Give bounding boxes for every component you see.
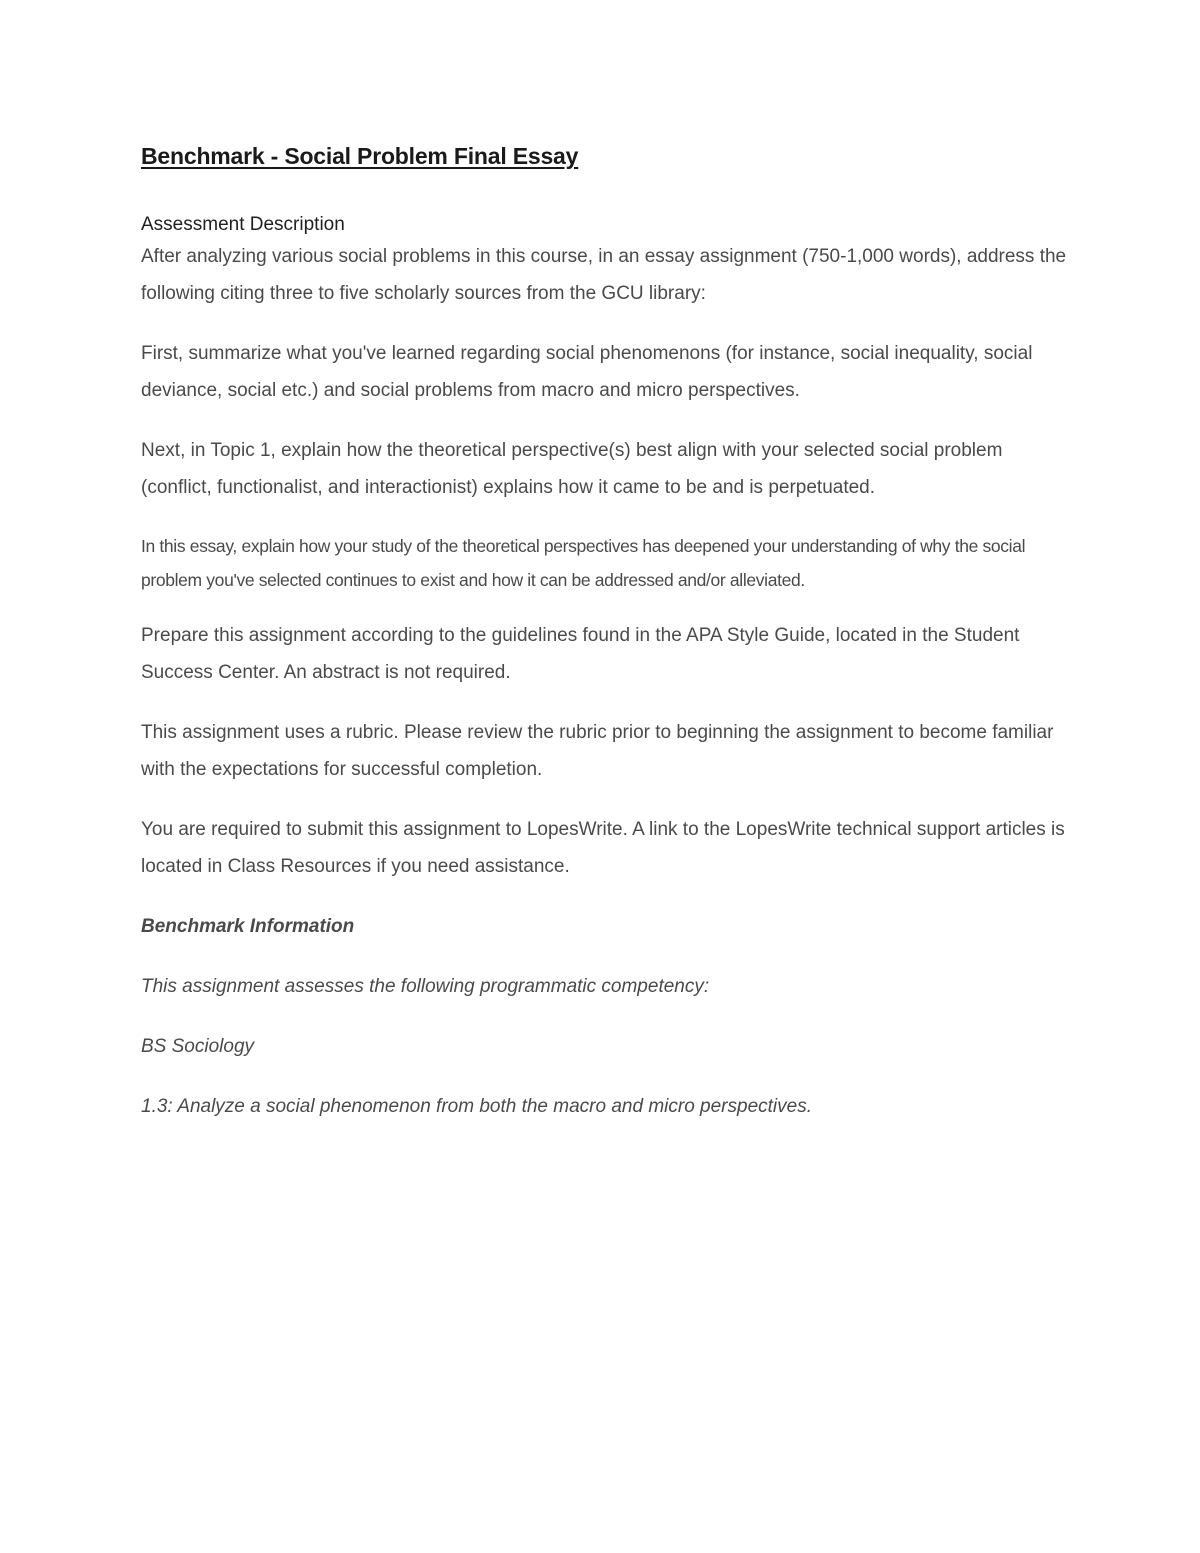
- document-page: [141, 140, 1071, 1148]
- document-title: Benchmark - Social Problem Final Essay: [141, 143, 579, 169]
- benchmark-program: BS Sociology: [141, 1036, 255, 1057]
- paragraph-apa: Prepare this assignment according to the guidelines found in the APA Style Guide, located in the Student Success Center. An abstract is not required.: [141, 625, 1020, 683]
- paragraph-rubric: This assignment uses a rubric. Please review the rubric prior to beginning the assignment to become familiar with the expectations for successful completion.: [141, 722, 1054, 780]
- paragraph-essay: In this essay, explain how your study of the theoretical perspectives has deepened your understanding of why the social problem you've selected continues to exist and how it can be addressed and/or alleviated.: [141, 536, 1026, 590]
- assessment-description-heading: Assessment Description: [141, 214, 345, 235]
- paragraph-summarize: First, summarize what you've learned regarding social phenomenons (for instance, social inequality, social deviance, social etc.) and social problems from macro and micro perspectives.: [141, 343, 1033, 401]
- benchmark-competency: 1.3: Analyze a social phenomenon from both the macro and micro perspectives.: [141, 1096, 812, 1117]
- benchmark-information-heading: Benchmark Information: [141, 916, 355, 937]
- paragraph-intro: After analyzing various social problems in this course, in an essay assignment (750-1,000 words), address the following citing three to five scholarly sources from the GCU library:: [141, 246, 1067, 304]
- benchmark-intro: This assignment assesses the following programmatic competency:: [141, 976, 710, 997]
- paragraph-lopeswrite: You are required to submit this assignment to LopesWrite. A link to the LopesWrite technical support articles is located in Class Resources if you need assistance.: [141, 819, 1065, 877]
- paragraph-topic-1: Next, in Topic 1, explain how the theoretical perspective(s) best align with your selected social problem (conflict, functionalist, and interactionist) explains how it came to be and is perpetuated.: [141, 440, 1003, 498]
